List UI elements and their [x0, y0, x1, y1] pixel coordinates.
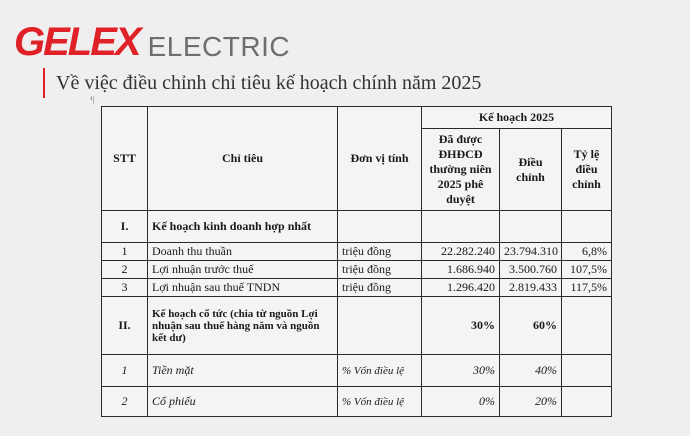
- table-row: [102, 297, 612, 355]
- cell-stt: 1: [102, 355, 148, 387]
- cell-ratio: [562, 355, 612, 387]
- cell-name: Kế hoạch kinh doanh hợp nhất: [148, 211, 338, 243]
- cell-ratio: [562, 387, 612, 417]
- table-row: [102, 387, 612, 417]
- cell-stt: 1: [102, 243, 148, 261]
- cell-approved: 30%: [422, 355, 500, 387]
- cell-stt: 3: [102, 279, 148, 297]
- gelex-electric-logo: [14, 22, 290, 62]
- table-row: [102, 243, 612, 261]
- cell-approved: 1.686.940: [422, 261, 500, 279]
- cell-stt: 2: [102, 387, 148, 417]
- cell-unit: triệu đồng: [338, 279, 422, 297]
- plan-table: [101, 106, 612, 417]
- table-row: [102, 261, 612, 279]
- cell-stt: I.: [102, 211, 148, 243]
- cell-adjusted: 60%: [500, 297, 562, 355]
- cell-adjusted: 2.819.433: [500, 279, 562, 297]
- cell-ratio: 107,5%: [562, 261, 612, 279]
- cell-unit: % Vốn điều lệ: [338, 387, 422, 417]
- header-stt: STT: [102, 107, 148, 211]
- cell-adjusted: 23.794.310: [500, 243, 562, 261]
- cell-approved: 0%: [422, 387, 500, 417]
- cell-unit: % Vốn điều lệ: [338, 355, 422, 387]
- header-chi-tieu: Chỉ tiêu: [148, 107, 338, 211]
- cell-stt: II.: [102, 297, 148, 355]
- cell-name: Doanh thu thuần: [148, 243, 338, 261]
- table-row: [102, 211, 612, 243]
- header-ke-hoach: Kế hoạch 2025: [422, 107, 612, 129]
- cell-unit: triệu đồng: [338, 261, 422, 279]
- title-accent-bar: [43, 68, 45, 98]
- logo-brand: GELEX: [14, 20, 140, 64]
- header-dieu-chinh: Điều chỉnh: [500, 129, 562, 211]
- header-don-vi: Đơn vị tính: [338, 107, 422, 211]
- margin-mark: ¹|: [90, 95, 94, 104]
- cell-ratio: 117,5%: [562, 279, 612, 297]
- cell-approved: 22.282.240: [422, 243, 500, 261]
- cell-name: Kế hoạch cổ tức (chia từ nguồn Lợi nhuận sau thuế hàng năm và nguồn kết dư): [148, 297, 338, 355]
- cell-adjusted: 40%: [500, 355, 562, 387]
- cell-unit: [338, 211, 422, 243]
- page-title: Về việc điều chỉnh chỉ tiêu kế hoạch chính năm 2025: [56, 72, 482, 94]
- cell-name: Lợi nhuận sau thuế TNDN: [148, 279, 338, 297]
- cell-ratio: [562, 297, 612, 355]
- cell-name: Lợi nhuận trước thuế: [148, 261, 338, 279]
- cell-name: Tiền mặt: [148, 355, 338, 387]
- cell-name: Cổ phiếu: [148, 387, 338, 417]
- cell-approved: 30%: [422, 297, 500, 355]
- cell-adjusted: [500, 211, 562, 243]
- cell-approved: [422, 211, 500, 243]
- table-row: [102, 355, 612, 387]
- header-ty-le: Tỷ lệ điều chỉnh: [562, 129, 612, 211]
- cell-unit: triệu đồng: [338, 243, 422, 261]
- cell-unit: [338, 297, 422, 355]
- cell-stt: 2: [102, 261, 148, 279]
- header-da-duoc: Đã được ĐHĐCĐ thường niên 2025 phê duyệt: [422, 129, 500, 211]
- cell-approved: 1.296.420: [422, 279, 500, 297]
- cell-adjusted: 3.500.760: [500, 261, 562, 279]
- cell-adjusted: 20%: [500, 387, 562, 417]
- logo-sub: ELECTRIC: [147, 31, 291, 62]
- cell-ratio: [562, 211, 612, 243]
- table-row: [102, 279, 612, 297]
- cell-ratio: 6,8%: [562, 243, 612, 261]
